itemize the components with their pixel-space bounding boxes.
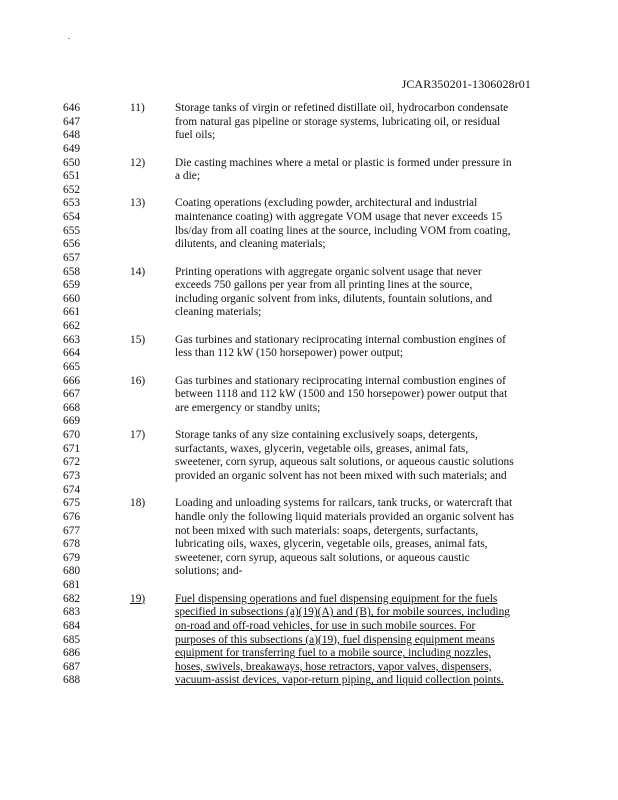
item-number: 15) bbox=[130, 333, 146, 346]
item-text-line: fuel oils; bbox=[175, 129, 216, 142]
scan-speck bbox=[68, 38, 70, 39]
line-number: 662 bbox=[63, 320, 81, 333]
line-number: 648 bbox=[63, 129, 81, 142]
line-number: 651 bbox=[63, 170, 81, 183]
line-number: 680 bbox=[63, 565, 81, 578]
line-number: 675 bbox=[63, 497, 81, 510]
line-number: 684 bbox=[63, 619, 81, 632]
item-number: 11) bbox=[130, 102, 145, 114]
line-number: 660 bbox=[63, 292, 81, 305]
item-number: 16) bbox=[130, 374, 146, 387]
line-number: 653 bbox=[63, 197, 81, 210]
item-text-line: not been mixed with such materials: soaps, detergents, surfactants, bbox=[175, 524, 479, 537]
line-number: 683 bbox=[63, 606, 81, 619]
item-text-line: purposes of this subsections (a)(19), fuel dispensing equipment means bbox=[175, 633, 495, 646]
line-number: 686 bbox=[63, 647, 81, 660]
item-text-line: Loading and unloading systems for railcars, tank trucks, or watercraft that bbox=[175, 497, 513, 510]
line-number: 650 bbox=[63, 156, 81, 169]
item-text-line: sweetener, corn syrup, aqueous salt solutions, or aqueous caustic solutions bbox=[175, 456, 514, 469]
item-text-line: exceeds 750 gallons per year from all printing lines at the source, bbox=[175, 279, 473, 292]
item-text-line: between 1118 and 112 kW (1500 and 150 horsepower) power output that bbox=[175, 388, 508, 401]
line-number: 685 bbox=[63, 633, 81, 646]
item-text-line: specified in subsections (a)(19)(A) and (B), for mobile sources, including bbox=[175, 606, 510, 619]
line-number: 669 bbox=[63, 415, 81, 428]
item-text-line: on-road and off-road vehicles, for use in such mobile sources. For bbox=[175, 619, 476, 632]
item-text-line: are emergency or standby units; bbox=[175, 401, 321, 414]
line-number: 672 bbox=[63, 456, 81, 469]
item-text-line: Storage tanks of virgin or refetined distillate oil, hydrocarbon condensate bbox=[175, 102, 509, 114]
item-text-line: solutions; and- bbox=[175, 565, 243, 578]
item-number: 17) bbox=[130, 429, 146, 442]
item-text-line: cleaning materials; bbox=[175, 306, 262, 319]
line-number: 658 bbox=[63, 265, 81, 278]
item-text-line: less than 112 kW (150 horsepower) power output; bbox=[175, 347, 404, 360]
line-number: 664 bbox=[63, 347, 81, 360]
item-text-line: sweetener, corn syrup, aqueous salt solutions, or aqueous caustic bbox=[175, 551, 470, 564]
line-number: 659 bbox=[63, 279, 81, 292]
item-text-line: vacuum-assist devices, vapor-return piping, and liquid collection points. bbox=[175, 674, 504, 687]
item-number: 14) bbox=[130, 265, 146, 278]
line-number: 667 bbox=[63, 388, 81, 401]
item-text-line: hoses, swivels, breakaways, hose retractors, vapor valves, dispensers, bbox=[175, 660, 492, 673]
item-text-line: Gas turbines and stationary reciprocating internal combustion engines of bbox=[175, 374, 506, 387]
line-number: 668 bbox=[63, 401, 81, 414]
line-number: 654 bbox=[63, 211, 81, 224]
line-number: 674 bbox=[63, 483, 81, 496]
item-text-line: Fuel dispensing operations and fuel dispensing equipment for the fuels bbox=[175, 592, 498, 605]
line-number: 655 bbox=[63, 224, 81, 237]
line-number: 679 bbox=[63, 551, 81, 564]
line-number: 652 bbox=[63, 183, 81, 196]
line-number: 676 bbox=[63, 510, 81, 523]
line-number: 656 bbox=[63, 238, 81, 251]
line-number: 661 bbox=[63, 306, 81, 319]
item-text-line: lubricating oils, waxes, glycerin, vegetable oils, greases, animal fats, bbox=[175, 538, 488, 551]
line-number: 682 bbox=[63, 592, 81, 605]
item-text-line: equipment for transferring fuel to a mobile source, including nozzles, bbox=[175, 647, 491, 660]
line-number: 666 bbox=[63, 374, 81, 387]
item-text-line: surfactants, waxes, glycerin, vegetable oils, greases, animal fats, bbox=[175, 442, 469, 455]
item-text-line: lbs/day from all coating lines at the source, including VOM from coating, bbox=[175, 224, 511, 237]
line-number: 673 bbox=[63, 470, 81, 482]
line-number: 657 bbox=[63, 251, 81, 264]
document-id: JCAR350201-1306028r01 bbox=[401, 77, 531, 91]
item-text-line: provided an organic solvent has not been mixed with such materials; and bbox=[175, 470, 507, 482]
line-number: 663 bbox=[63, 333, 81, 346]
line-number: 647 bbox=[63, 115, 81, 128]
line-number: 646 bbox=[63, 102, 81, 114]
line-number: 687 bbox=[63, 660, 81, 673]
item-number: 12) bbox=[130, 156, 146, 169]
item-text-line: including organic solvent from inks, dilutents, fountain solutions, and bbox=[175, 292, 493, 305]
line-number: 670 bbox=[63, 429, 81, 442]
item-text-line: maintenance coating) with aggregate VOM usage that never exceeds 15 bbox=[175, 211, 503, 224]
item-text-line: handle only the following liquid materials provided an organic solvent has bbox=[175, 510, 514, 523]
line-number: 681 bbox=[63, 579, 81, 592]
item-text-line: dilutents, and cleaning materials; bbox=[175, 238, 326, 251]
line-number: 671 bbox=[63, 442, 81, 455]
item-number: 18) bbox=[130, 497, 146, 510]
line-number: 665 bbox=[63, 360, 81, 373]
item-text-line: Printing operations with aggregate organic solvent usage that never bbox=[175, 265, 482, 278]
line-number: 649 bbox=[63, 142, 81, 155]
item-text-line: Coating operations (excluding powder, architectural and industrial bbox=[175, 197, 478, 210]
line-number: 678 bbox=[63, 538, 81, 551]
item-number: 19) bbox=[130, 592, 146, 605]
item-number: 13) bbox=[130, 197, 146, 210]
line-number: 688 bbox=[63, 674, 81, 687]
item-text-line: a die; bbox=[175, 170, 200, 183]
item-text-line: Gas turbines and stationary reciprocating internal combustion engines of bbox=[175, 333, 506, 346]
item-text-line: from natural gas pipeline or storage systems, lubricating oil, or residual bbox=[175, 115, 501, 128]
line-number: 677 bbox=[63, 524, 81, 537]
item-text-line: Storage tanks of any size containing exclusively soaps, detergents, bbox=[175, 429, 478, 442]
item-text-line: Die casting machines where a metal or plastic is formed under pressure in bbox=[175, 156, 512, 169]
